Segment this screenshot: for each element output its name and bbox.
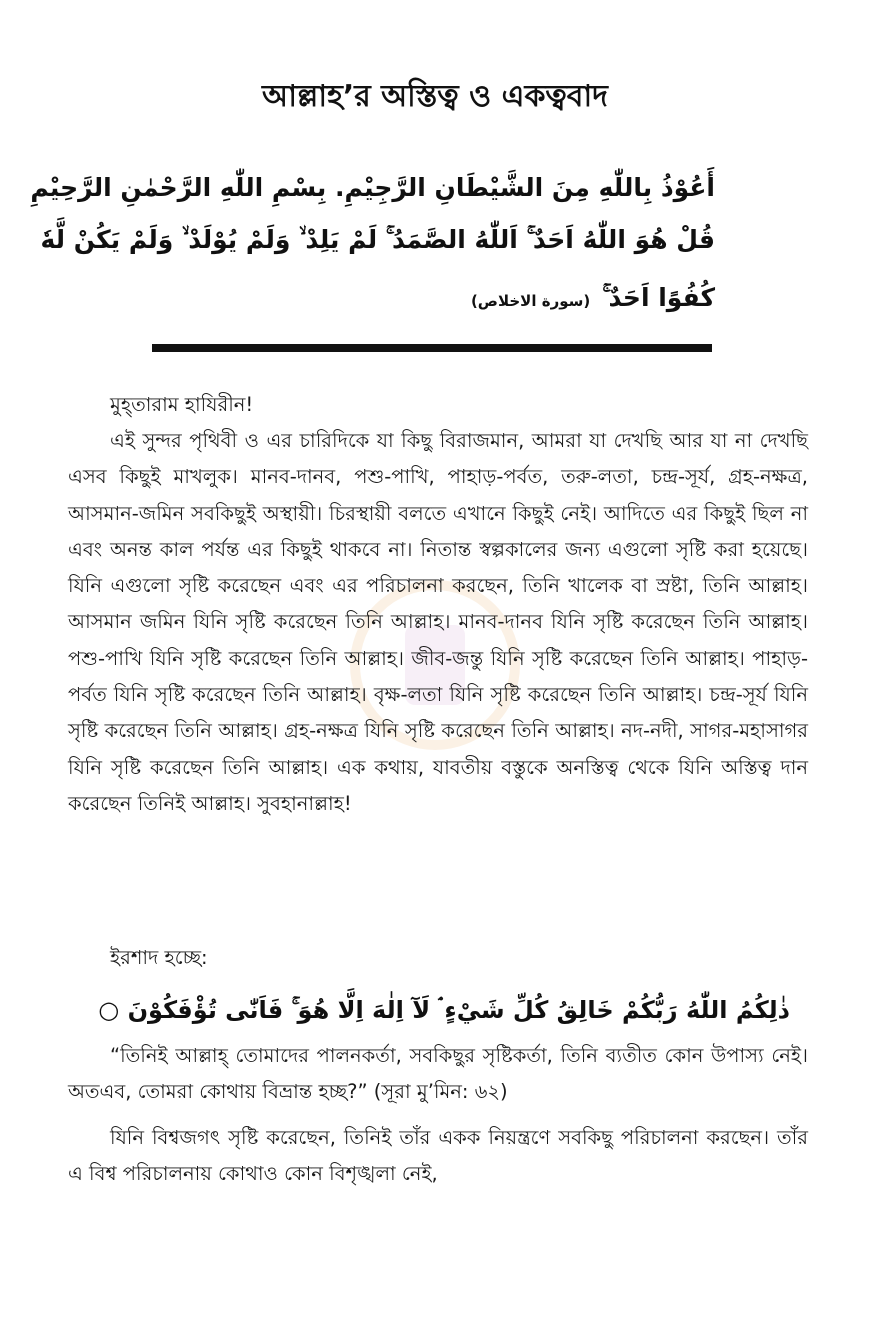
arabic-verse-mumin: ذٰلِكُمُ اللّٰهُ رَبُّكُمْ خَالِقُ كُلِّ شَيْءٍ ۘ لَآ اِلٰهَ اِلَّا هُوَ ۚ فَاَنّٰى تُؤْفَكُوْنَ ○ (98, 996, 790, 1024)
irshad-heading: ইরশাদ হচ্ছে: (110, 946, 208, 969)
arabic-surah-ikhlas-text: كُفُوًا اَحَدٌ ۚ (602, 283, 715, 312)
arabic-taawwuz-basmala: أَعُوْذُ بِاللّٰهِ مِنَ الشَّيْطَانِ الرَّجِيْمِ. بِسْمِ اللّٰهِ الرَّحْمٰنِ الرَّحِيْمِ (30, 173, 715, 202)
page-title: আল্লাহ’র অস্তিত্ব ও একত্ববাদ (262, 79, 608, 114)
paragraph-creation: এই সুন্দর পৃথিবী ও এর চারিদিকে যা কিছু বিরাজমান, আমরা যা দেখছি আর যা না দেখছি এসব কিছুই মাখলুক। মানব-দানব, পশু-পাখি, পাহাড়-পর্বত, তরু-লতা, চন্দ্র-সূর্য, গ্রহ-নক্ষত্র, আসমান-জমিন সবকিছুই অস্থায়ী। চিরস্থায়ী বলতে এখানে কিছুই নেই। আদিতে এর কিছুই ছিল না এবং অনন্ত কাল পর্যন্ত এর কিছুই থাকবে না। নিতান্ত স্বল্পকালের জন্য এগুলো সৃষ্টি করা হয়েছে। যিনি এগুলো সৃষ্টি করেছেন এবং এর পরিচালনা করছেন, তিনি খালেক বা স্রষ্টা, তিনি আল্লাহ। আসমান জমিন যিনি সৃষ্টি করেছেন তিনি আল্লাহ। মানব-দানব যিনি সৃষ্টি করেছেন তিনি আল্লাহ। পশু-পাখি যিনি সৃষ্টি করেছেন তিনি আল্লাহ। জীব-জন্তু যিনি সৃষ্টি করেছেন তিনি আল্লাহ। পাহাড়-পর্বত যিনি সৃষ্টি করেছেন তিনি আল্লাহ। বৃক্ষ-লতা যিনি সৃষ্টি করেছেন তিনি আল্লাহ। চন্দ্র-সূর্য যিনি সৃষ্টি করেছেন তিনি আল্লাহ। গ্রহ-নক্ষত্র যিনি সৃষ্টি করেছেন তিনি আল্লাহ। নদ-নদী, সাগর-মহাসাগর যিনি সৃষ্টি করেছেন তিনি আল্লাহ। এক কথায়, যাবতীয় বস্তুকে অনস্তিত্ব থেকে যিনি অস্তিত্ব দান করেছেন তিনিই আল্লাহ। সুবহানাল্লাহ! (68, 429, 808, 815)
greeting: মুহ্তারাম হাযিরীন! (110, 393, 254, 416)
verse-translation: “তিনিই আল্লাহ্ তোমাদের পালনকর্তা, সবকিছুর সৃষ্টিকর্তা, তিনি ব্যতীত কোন উপাস্য নেই। অতএব, তোমরা কোথায় বিভ্রান্ত হচ্ছ?” (সূরা মু’মিন: ৬২) (68, 1044, 808, 1104)
surah-reference: (سورة الاخلاص) (470, 292, 591, 310)
paragraph-governance: যিনি বিশ্বজগৎ সৃষ্টি করেছেন, তিনিই তাঁর একক নিয়ন্ত্রণে সবকিছু পরিচালনা করছেন। তাঁর এ বিশ্ব পরিচালনায় কোথাও কোন বিশৃঙ্খলা নেই, (68, 1126, 808, 1186)
arabic-surah-ikhlas-end (471, 278, 715, 321)
horizontal-rule (152, 344, 712, 352)
arabic-surah-ikhlas-line: قُلْ هُوَ اللّٰهُ اَحَدٌ ۚ اَللّٰهُ الصَّمَدُ ۚ لَمْ يَلِدْ ۙ وَلَمْ يُوْلَدْ ۙ وَلَمْ يَكُنْ لَّهٗ (40, 225, 715, 254)
